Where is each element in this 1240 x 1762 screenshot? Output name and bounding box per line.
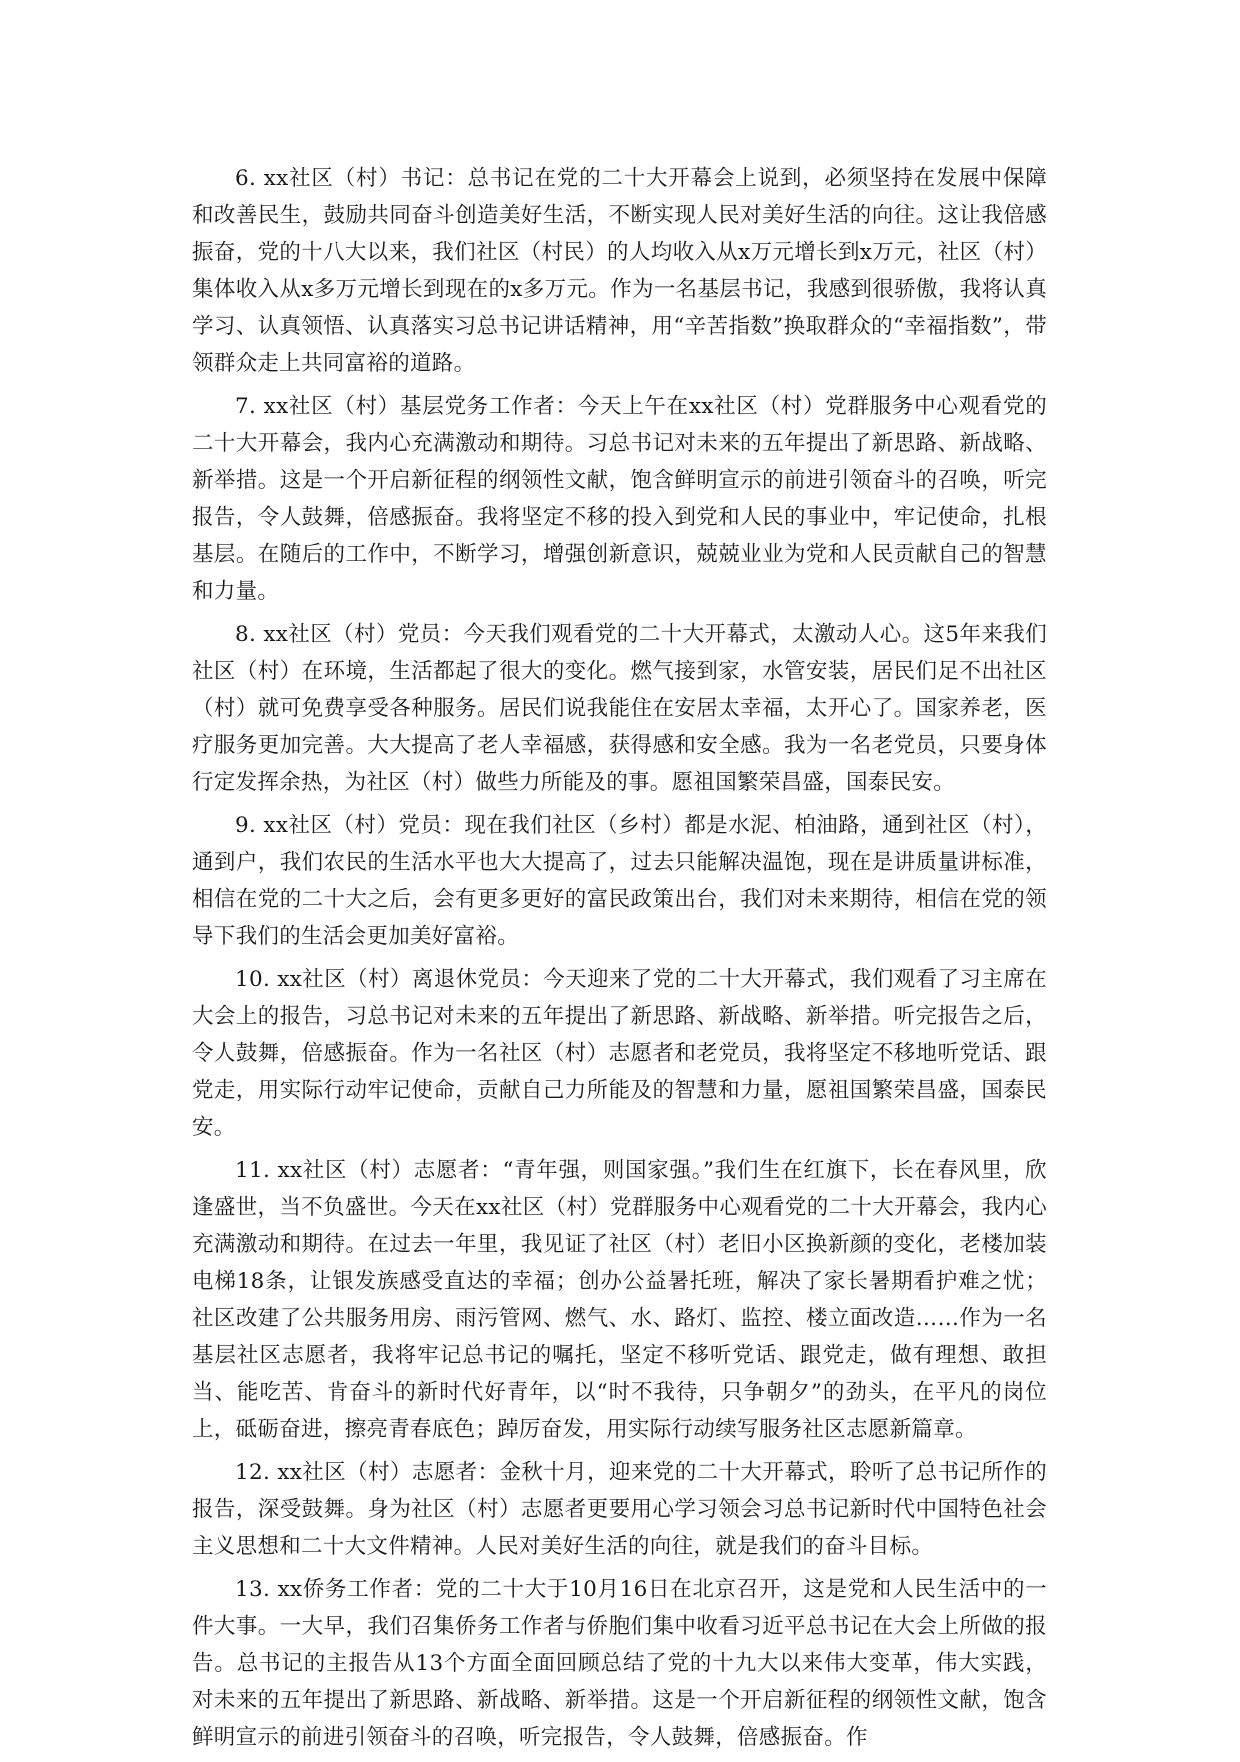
document-body: [192, 160, 1047, 1762]
paragraph-10: 10. xx社区（村）离退休党员：今天迎来了党的二十大开幕式，我们观看了习主席在大会上的报告，习总书记对未来的五年提出了新思路、新战略、新举措。听完报告之后，令人鼓舞，倍感振奋。作为一名社区（村）志愿者和老党员，我将坚定不移地听党话、跟党走，用实际行动牢记使命，贡献自己力所能及的智慧和力量，愿祖国繁荣昌盛，国泰民安。: [192, 967, 1047, 1140]
paragraph-13: 13. xx侨务工作者：党的二十大于10月16日在北京召开，这是党和人民生活中的一件大事。一大早，我们召集侨务工作者与侨胞们集中收看习近平总书记在大会上所做的报告。总书记的主报告从13个方面全面回顾总结了党的十九大以来伟大变革，伟大实践，对未来的五年提出了新思路、新战略、新举措。这是一个开启新征程的纲领性文献，饱含鲜明宣示的前进引领奋斗的召唤，听完报告，令人鼓舞，倍感振奋。作: [192, 1577, 1047, 1750]
paragraph-11: 11. xx社区（村）志愿者：“青年强，则国家强。”我们生在红旗下，长在春风里，欣逢盛世，当不负盛世。今天在xx社区（村）党群服务中心观看党的二十大开幕会，我内心充满激动和期待。在过去一年里，我见证了社区（村）老旧小区换新颜的变化，老楼加装电梯18条，让银发族感受直达的幸福；创办公益暑托班，解决了家长暑期看护难之忧；社区改建了公共服务用房、雨污管网、燃气、水、路灯、监控、楼立面改造……作为一名基层社区志愿者，我将牢记总书记的嘱托，坚定不移听党话、跟党走，做有理想、敢担当、能吃苦、肯奋斗的新时代好青年，以“时不我待，只争朝夕”的劲头，在平凡的岗位上，砥砺奋进，擦亮青春底色；踔厉奋发，用实际行动续写服务社区志愿新篇章。: [192, 1158, 1047, 1442]
paragraph-8: 8. xx社区（村）党员：今天我们观看党的二十大开幕式，太激动人心。这5年来我们社区（村）在环境，生活都起了很大的变化。燃气接到家，水管安装，居民们足不出社区（村）就可免费享受各种服务。居民们说我能住在安居太幸福，太开心了。国家养老，医疗服务更加完善。大大提高了老人幸福感，获得感和安全感。我为一名老党员，只要身体行定发挥余热，为社区（村）做些力所能及的事。愿祖国繁荣昌盛，国泰民安。: [192, 622, 1047, 795]
paragraph-6: 6. xx社区（村）书记：总书记在党的二十大开幕会上说到，必须坚持在发展中保障和改善民生，鼓励共同奋斗创造美好生活，不断实现人民对美好生活的向往。这让我倍感振奋，党的十八大以来，我们社区（村民）的人均收入从x万元增长到x万元，社区（村）集体收入从x多万元增长到现在的x多万元。作为一名基层书记，我感到很骄傲，我将认真学习、认真领悟、认真落实习总书记讲话精神，用“辛苦指数”换取群众的“幸福指数”，带领群众走上共同富裕的道路。: [192, 166, 1047, 376]
paragraph-9: 9. xx社区（村）党员：现在我们社区（乡村）都是水泥、柏油路，通到社区（村），通到户，我们农民的生活水平也大大提高了，过去只能解决温饱，现在是讲质量讲标准，相信在党的二十大之后，会有更多更好的富民政策出台，我们对未来期待，相信在党的领导下我们的生活会更加美好富裕。: [192, 813, 1047, 949]
paragraph-7: 7. xx社区（村）基层党务工作者：今天上午在xx社区（村）党群服务中心观看党的二十大开幕会，我内心充满激动和期待。习总书记对未来的五年提出了新思路、新战略、新举措。这是一个开启新征程的纲领性文献，饱含鲜明宣示的前进引领奋斗的召唤，听完报告，令人鼓舞，倍感振奋。我将坚定不移的投入到党和人民的事业中，牢记使命，扎根基层。在随后的工作中，不断学习，增强创新意识，兢兢业业为党和人民贡献自己的智慧和力量。: [192, 394, 1047, 604]
paragraph-12: 12. xx社区（村）志愿者：金秋十月，迎来党的二十大开幕式，聆听了总书记所作的报告，深受鼓舞。身为社区（村）志愿者更要用心学习领会习总书记新时代中国特色社会主义思想和二十大文件精神。人民对美好生活的向往，就是我们的奋斗目标。: [192, 1460, 1047, 1559]
